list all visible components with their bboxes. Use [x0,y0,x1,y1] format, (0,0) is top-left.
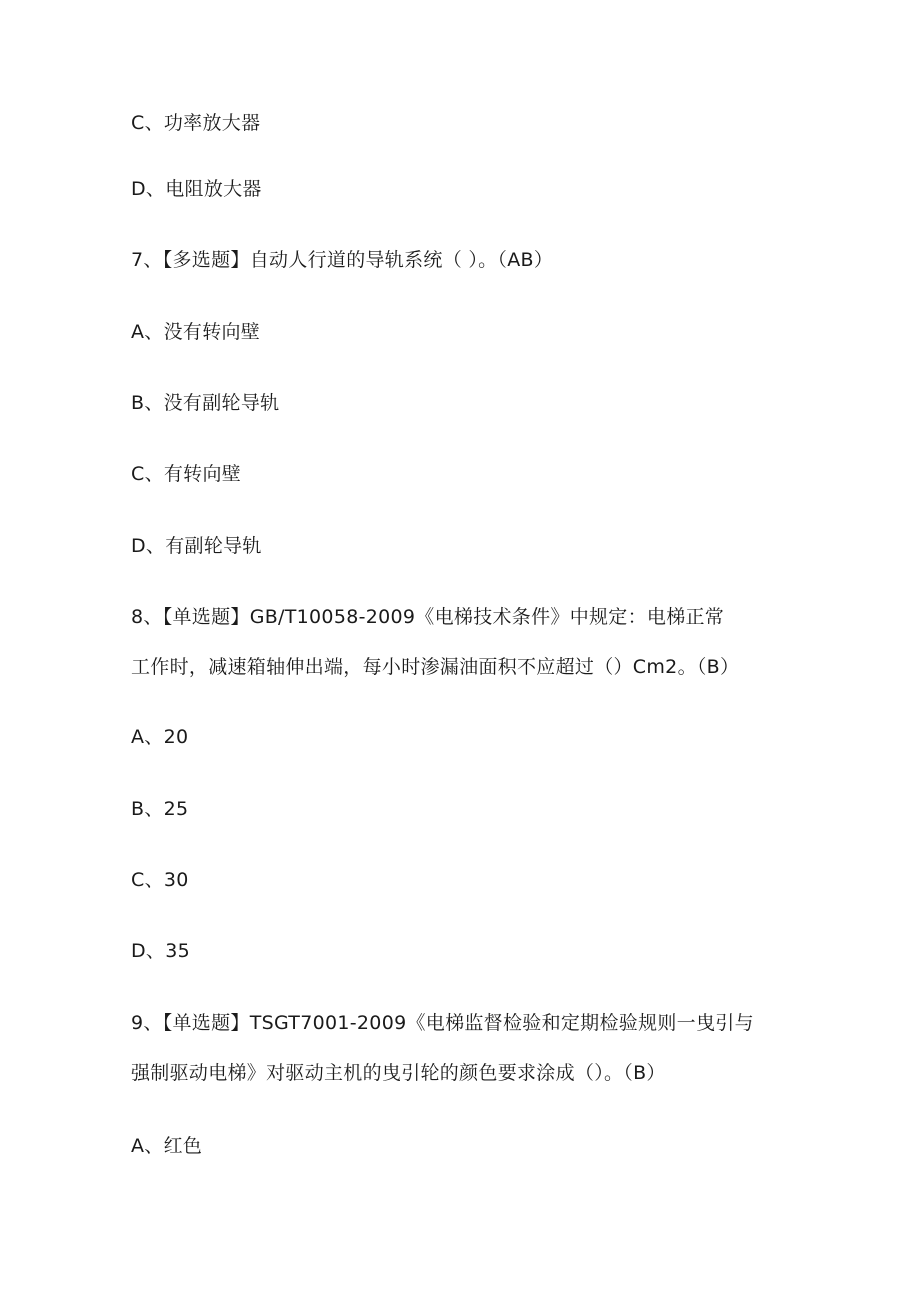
q8-option-a: A、20 [131,726,189,748]
q7-option-a: A、没有转向壁 [131,321,261,343]
q9-option-a: A、红色 [131,1135,203,1157]
q8-option-c: C、30 [131,869,189,891]
q7-option-d: D、有副轮导轨 [131,535,262,557]
q8-question-line-2: 工作时，减速箱轴伸出端，每小时渗漏油面积不应超过（）Cm2。（B） [131,656,740,678]
q6-option-d: D、电阻放大器 [131,178,262,200]
q9-question-line-1: 9、【单选题】TSGT7001-2009《电梯监督检验和定期检验规则一曳引与 [131,1012,754,1034]
q9-question-line-2: 强制驱动电梯》对驱动主机的曳引轮的颜色要求涂成（）。（B） [131,1062,666,1084]
q6-option-c: C、功率放大器 [131,112,261,134]
q8-option-d: D、35 [131,940,191,962]
q7-option-b: B、没有副轮导轨 [131,392,280,414]
q7-question: 7、【多选题】自动人行道的导轨系统（ ）。（AB） [131,249,554,271]
q7-option-c: C、有转向壁 [131,463,242,485]
q8-option-b: B、25 [131,798,189,820]
q8-question-line-1: 8、【单选题】GB/T10058-2009《电梯技术条件》中规定：电梯正常 [131,606,725,628]
